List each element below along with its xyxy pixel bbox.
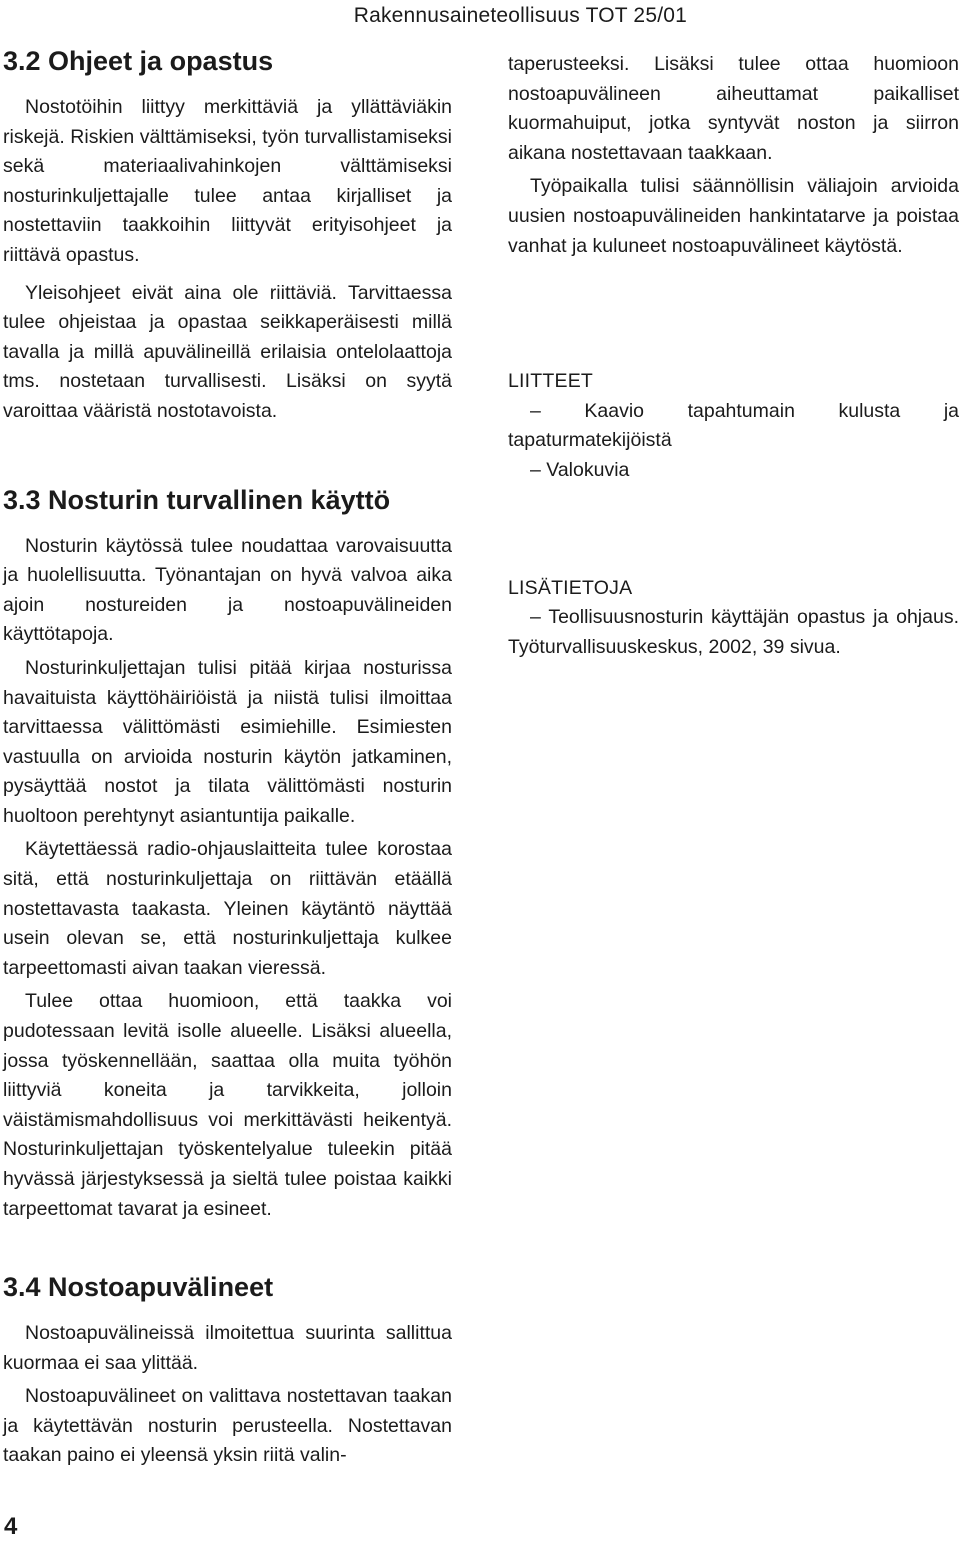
paragraph: Työpaikalla tulisi säännöllisin väliajoin arvioida uusien nostoapuvälineiden hankintatarve ja poistaa vanhat ja kuluneet nostoapuvälineet käytöstä.	[508, 175, 959, 257]
further-info-item: – Teollisuusnosturin käyttäjän opastus ja ohjaus. Työturvallisuuskeskus, 2002, 39 sivua.	[508, 606, 959, 658]
paragraph: Nostoapuvälineissä ilmoitettua suurinta sallittua kuormaa ei saa ylittää.	[3, 1322, 452, 1374]
paragraph: Tulee ottaa huomioon, että taakka voi pudotessaan levitä isolle alueelle. Lisäksi alueella, jossa työskennellään, saattaa olla muita työhön liittyviä koneita ja tarvikkeita, jolloin väistämismahdollisuus voi merkittävästi heikentyä. Nosturinkuljettajan työskentelyalue tuleekin pitää hyvässä järjestyksessä ja sieltä tulee poistaa kaikki tarpeettomat tavarat ja esineet.	[3, 990, 452, 1220]
left-column	[3, 44, 452, 1224]
paragraph: Yleisohjeet eivät aina ole riittäviä. Tarvittaessa tulee ohjeistaa ja opastaa seikkaperäisesti millä tavalla ja millä apuvälineillä erilaisia ontelolaattoja tms. nostetaan turvallisesti. Lisäksi on syytä varoittaa vääristä nostotavoista.	[3, 281, 452, 422]
attachment-item: – Kaavio tapahtumain kulusta ja tapaturmatekijöistä	[508, 399, 959, 452]
paragraph: Nostoapuvälineet on valittava nostettavan taakan ja käytettävän nosturin perusteella. Nostettavan taakan paino ei yleensä yksin riitä valin-	[3, 1385, 452, 1467]
section-heading-3-4: 3.4 Nostoapuvälineet	[3, 1272, 274, 1302]
paragraph: Käytettäessä radio-ohjauslaitteita tulee korostaa sitä, että nosturinkuljettaja on riittävän etäällä nostettavasta taakasta. Yleinen käytäntö näyttää usein olevan se, että nosturinkuljettaja kulkee tarpeettomasti aivan taakan vieressä.	[3, 838, 452, 979]
continued-paragraph: taperusteeksi. Lisäksi tulee ottaa huomioon nostoapuvälineen aiheuttamat paikalliset kuormahuiput, jotka syntyvät noston ja siirron aikana nostettavaan taakkaan.	[508, 53, 959, 164]
paragraph: Nosturinkuljettajan tulisi pitää kirjaa nosturissa havaituista käyttöhäiriöistä ja niistä tulisi ilmoittaa tarvittaessa välittömästi esimiehille. Esimiesten vastuulla on arvioida nosturin käytön jatkaminen, pysäyttää nostot ja tilata välittömästi nosturin huoltoon perehtynyt asiantuntija paikalle.	[3, 656, 452, 827]
section-heading-3-3: 3.3 Nosturin turvallinen käyttö	[3, 484, 391, 515]
page-number: 4	[4, 1513, 18, 1540]
attachment-item: – Valokuvia	[530, 458, 630, 481]
attachments-label: LIITTEET	[508, 370, 594, 393]
further-info-label: LISÄTIETOJA	[508, 576, 633, 599]
right-column	[508, 50, 959, 662]
section-heading-3-2: 3.2 Ohjeet ja opastus	[3, 46, 274, 76]
paragraph: Nostotöihin liittyy merkittäviä ja yllättäviäkin riskejä. Riskien välttämiseksi, työn turvallistamiseksi sekä materiaalivahinkojen välttämiseksi nosturinkuljettajalle tulee antaa kirjalliset ja nostettaviin taakkoihin liittyvät erityisohjeet ja riittävä opastus.	[3, 96, 452, 266]
section-3-4	[3, 1270, 452, 1471]
running-header-title: Rakennusaineteollisuus TOT 25/01	[353, 4, 687, 27]
paragraph: Nosturin käytössä tulee noudattaa varovaisuutta ja huolellisuutta. Työnantajan on hyvä valvoa aika ajoin nostureiden ja nostoapuvälineiden käyttötapoja.	[3, 534, 452, 646]
